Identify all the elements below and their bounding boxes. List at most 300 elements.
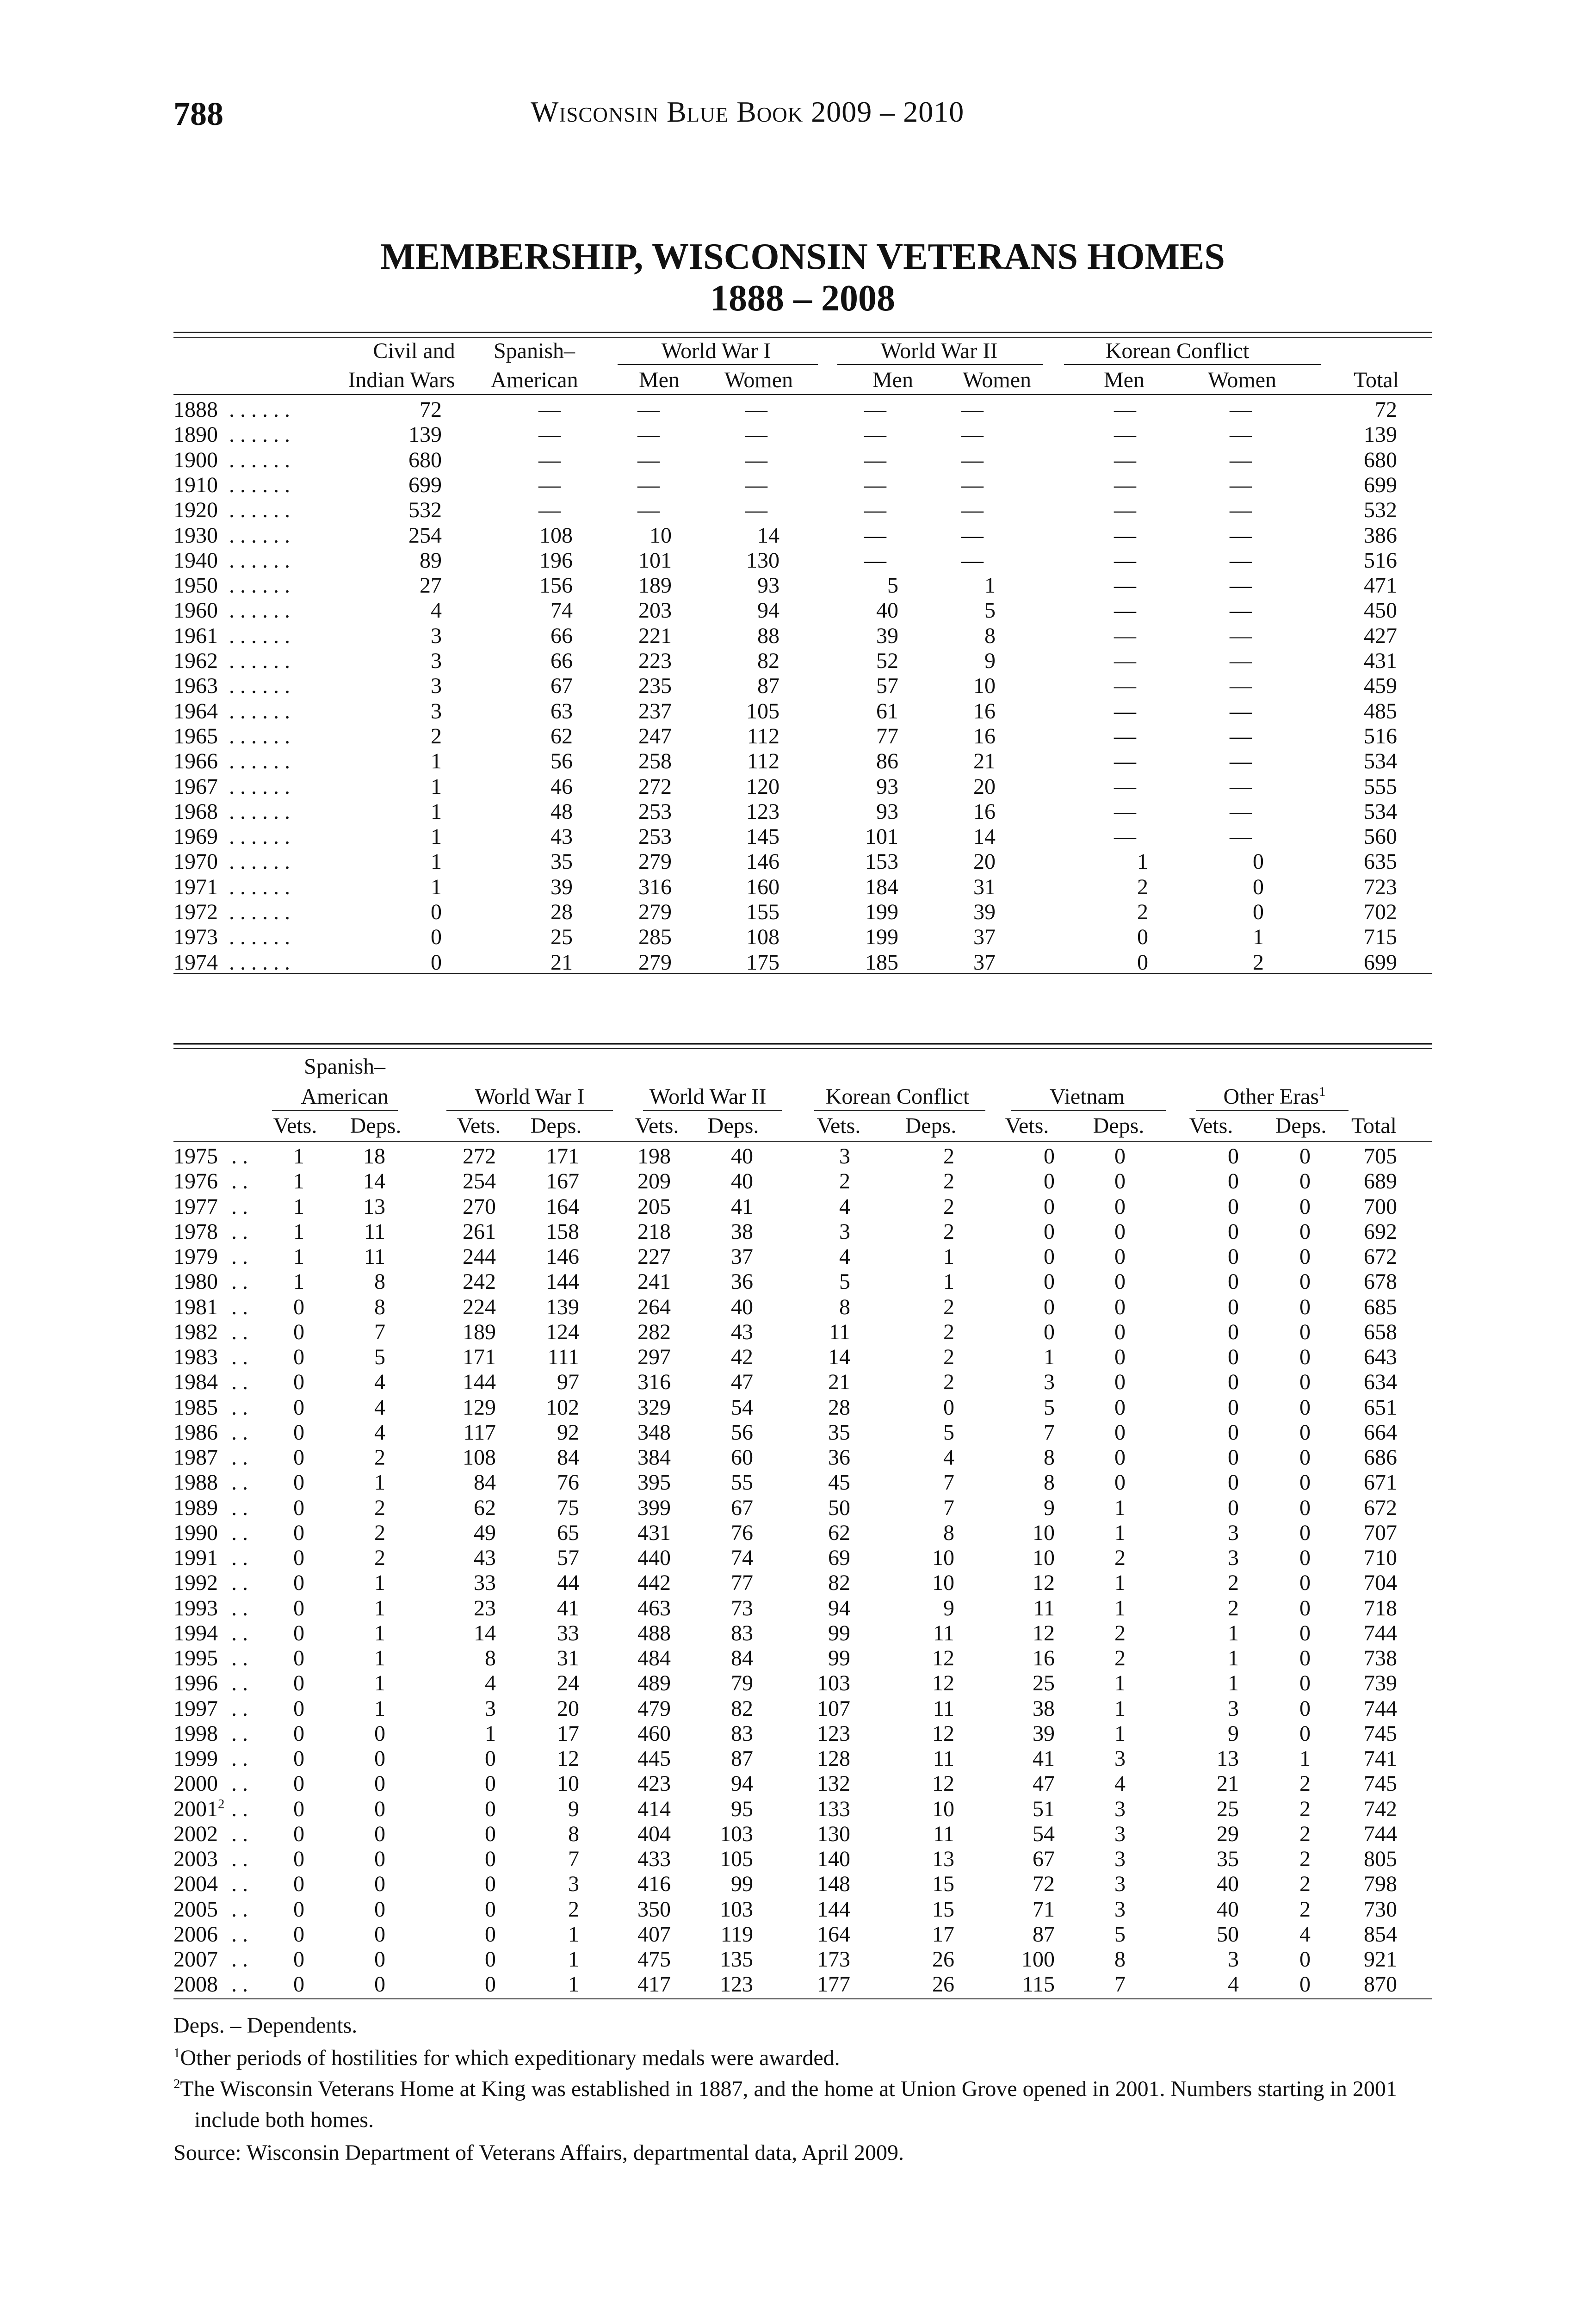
table-cell: 0 xyxy=(1228,1395,1239,1420)
table-cell: 0 xyxy=(1299,1345,1311,1369)
table-cell: 0 xyxy=(1253,900,1264,924)
table-cell: 237 xyxy=(638,699,672,724)
table-cell: 87 xyxy=(757,674,779,699)
table-cell: 93 xyxy=(876,799,898,824)
table1-header-rule xyxy=(173,394,1432,395)
table2-group-header xyxy=(1159,1086,1390,1108)
table-cell: — xyxy=(1230,422,1252,447)
table-cell: 0 xyxy=(1299,1445,1311,1470)
row-year: 1969 xyxy=(173,824,218,849)
table-cell: 4 xyxy=(1114,1771,1126,1796)
table-cell: 145 xyxy=(746,824,779,849)
table-cell: 672 xyxy=(1364,1495,1397,1520)
year-text: 1985 xyxy=(173,1395,218,1420)
table-cell: 672 xyxy=(1364,1244,1397,1269)
table-cell: 16 xyxy=(973,724,996,748)
table-cell: — xyxy=(1114,498,1136,523)
table-cell: 386 xyxy=(1364,523,1397,548)
row-year: 1888 xyxy=(173,397,218,422)
table-cell: — xyxy=(1230,472,1252,497)
table-cell: — xyxy=(1114,573,1136,598)
table-cell: 261 xyxy=(463,1219,496,1244)
table-cell: 67 xyxy=(1033,1847,1055,1871)
table-cell: 40 xyxy=(876,598,898,623)
table1-col-header: Men xyxy=(872,368,913,392)
table-cell: 57 xyxy=(557,1546,579,1570)
table-cell: — xyxy=(961,447,984,472)
table-cell: 39 xyxy=(876,623,898,648)
table-cell: 744 xyxy=(1364,1620,1397,1645)
table-cell: 1 xyxy=(984,573,996,598)
table-cell: 715 xyxy=(1364,925,1397,950)
table-cell: 3 xyxy=(1228,1696,1239,1721)
table2-top-rule-inner xyxy=(173,1048,1432,1049)
page-number: 788 xyxy=(173,95,223,132)
table2-group-underline xyxy=(1011,1110,1166,1111)
table-cell: 254 xyxy=(408,523,442,548)
year-text: 1988 xyxy=(173,1470,218,1495)
table-cell: 279 xyxy=(638,849,672,874)
table-cell: — xyxy=(1114,472,1136,497)
table-cell: 532 xyxy=(1364,498,1397,523)
table-cell: 139 xyxy=(408,422,442,447)
leader-dots: . . xyxy=(231,1748,248,1770)
table-cell: 74 xyxy=(731,1546,753,1570)
table-cell: 0 xyxy=(1137,925,1148,950)
table-cell: 0 xyxy=(1114,1219,1126,1244)
table-cell: 12 xyxy=(932,1671,954,1696)
table-cell: 39 xyxy=(973,900,996,924)
table-cell: 164 xyxy=(817,1922,850,1947)
table-cell: 51 xyxy=(1033,1796,1055,1821)
leader-dots: . . xyxy=(231,1898,248,1921)
table-cell: 285 xyxy=(638,925,672,950)
row-year: 1972 xyxy=(173,900,218,924)
leader-dots: . . xyxy=(231,1722,248,1745)
row-year xyxy=(173,1572,218,1594)
table-cell: 2 xyxy=(839,1169,850,1194)
table-cell: 0 xyxy=(1228,1445,1239,1470)
table-cell: 41 xyxy=(557,1596,579,1620)
table-cell: 0 xyxy=(374,1872,385,1897)
table-cell: 0 xyxy=(1228,1345,1239,1369)
table-cell: 3 xyxy=(568,1872,579,1897)
table-cell: 79 xyxy=(731,1671,753,1696)
leader-dots: . . xyxy=(231,1145,248,1168)
table-cell: 135 xyxy=(720,1947,753,1972)
leader-dots: . . . . . . xyxy=(229,675,290,698)
table-cell: 350 xyxy=(637,1897,671,1922)
table-cell: 744 xyxy=(1364,1696,1397,1721)
table-cell: 3 xyxy=(431,623,442,648)
table-cell: 445 xyxy=(637,1746,671,1771)
year-text: 1978 xyxy=(173,1219,218,1244)
table-cell: 692 xyxy=(1364,1219,1397,1244)
table-cell: 798 xyxy=(1364,1872,1397,1897)
table-cell: 160 xyxy=(746,874,779,899)
table-cell: 0 xyxy=(1299,1244,1311,1269)
table-cell: 4 xyxy=(1299,1922,1311,1947)
leader-dots: . . xyxy=(231,1396,248,1419)
vets-header: Vets. xyxy=(817,1113,861,1138)
table-cell: 0 xyxy=(1114,1244,1126,1269)
table-cell: 2 xyxy=(374,1445,385,1470)
row-year xyxy=(173,1923,218,1946)
table-cell: 8 xyxy=(839,1294,850,1319)
table-cell: 0 xyxy=(293,1596,304,1620)
year-text: 1999 xyxy=(173,1746,218,1771)
vets-header: Vets. xyxy=(1189,1113,1233,1138)
leader-dots: . . . . . . xyxy=(229,725,290,748)
table-cell: 11 xyxy=(933,1620,954,1645)
table-cell: 57 xyxy=(876,674,898,699)
table-cell: 1 xyxy=(568,1972,579,1997)
table-cell: 83 xyxy=(731,1721,753,1746)
year-text: 1979 xyxy=(173,1244,218,1269)
table1-col-header: Women xyxy=(962,368,1032,392)
table-cell: 534 xyxy=(1364,749,1397,774)
table-cell: 1 xyxy=(568,1947,579,1972)
leader-dots: . . xyxy=(231,1246,248,1268)
table-cell: 738 xyxy=(1364,1646,1397,1670)
table-cell: 416 xyxy=(637,1872,671,1897)
row-year xyxy=(173,1321,218,1343)
note-source: Source: Wisconsin Department of Veterans Affairs, departmental data, April 2009. xyxy=(173,2140,904,2165)
table-cell: — xyxy=(1230,774,1252,799)
table-cell: 7 xyxy=(568,1847,579,1871)
table-cell: 108 xyxy=(746,925,779,950)
table-cell: 203 xyxy=(638,598,672,623)
table-cell: 9 xyxy=(943,1596,954,1620)
table-cell: 671 xyxy=(1364,1470,1397,1495)
table-cell: — xyxy=(745,498,767,523)
table1-group-underline xyxy=(837,364,1043,365)
table-cell: 741 xyxy=(1364,1746,1397,1771)
table-cell: — xyxy=(1114,623,1136,648)
table-cell: 42 xyxy=(731,1345,753,1369)
table-cell: 221 xyxy=(638,623,672,648)
table-cell: 21 xyxy=(551,950,573,975)
table-cell: 532 xyxy=(408,498,442,523)
table-cell: 651 xyxy=(1364,1395,1397,1420)
table-cell: 167 xyxy=(546,1169,579,1194)
table-cell: 43 xyxy=(551,824,573,849)
table-cell: — xyxy=(1230,749,1252,774)
table-cell: — xyxy=(961,548,984,573)
table-cell: 0 xyxy=(485,1947,496,1972)
table-cell: 72 xyxy=(1033,1872,1055,1897)
table-cell: 8 xyxy=(1114,1947,1126,1972)
table-cell: 0 xyxy=(1228,1294,1239,1319)
table-cell: 297 xyxy=(637,1345,671,1369)
row-year xyxy=(173,1823,218,1845)
table-cell: 431 xyxy=(637,1520,671,1545)
leader-dots: . . . . . . xyxy=(229,951,290,974)
table-cell: 8 xyxy=(984,623,996,648)
table-cell: 205 xyxy=(637,1194,671,1219)
table-cell: 0 xyxy=(1299,1269,1311,1294)
row-year xyxy=(173,1196,218,1218)
year-text: 1995 xyxy=(173,1646,218,1670)
row-year: 1950 xyxy=(173,573,218,598)
year-text: 1981 xyxy=(173,1294,218,1319)
table-cell: 0 xyxy=(1299,1144,1311,1169)
table-cell: 0 xyxy=(1228,1420,1239,1445)
table-cell: 39 xyxy=(1033,1721,1055,1746)
table-cell: 50 xyxy=(1217,1922,1239,1947)
year-text: 2004 xyxy=(173,1872,218,1897)
table-cell: — xyxy=(745,422,767,447)
table-cell: 84 xyxy=(474,1470,496,1495)
table-cell: — xyxy=(1114,447,1136,472)
table-cell: 84 xyxy=(731,1646,753,1670)
table-cell: 123 xyxy=(746,799,779,824)
table-cell: 12 xyxy=(932,1721,954,1746)
year-text: 1998 xyxy=(173,1721,218,1746)
table-cell: 107 xyxy=(817,1696,850,1721)
deps-header: Deps. xyxy=(350,1113,402,1138)
table-cell: 0 xyxy=(1114,1169,1126,1194)
year-text: 2003 xyxy=(173,1847,218,1871)
table-cell: 264 xyxy=(637,1294,671,1319)
table-cell: 38 xyxy=(731,1219,753,1244)
table-cell: 0 xyxy=(485,1746,496,1771)
table-cell: 71 xyxy=(1033,1897,1055,1922)
year-text: 1997 xyxy=(173,1696,218,1721)
table-cell: 189 xyxy=(463,1319,496,1344)
row-year xyxy=(173,1748,218,1770)
table-cell: 44 xyxy=(557,1571,579,1596)
table-cell: 119 xyxy=(720,1922,753,1947)
table-cell: — xyxy=(1114,397,1136,422)
table-cell: 37 xyxy=(973,925,996,950)
table-cell: 348 xyxy=(637,1420,671,1445)
leader-dots: . . . . . . xyxy=(229,549,290,572)
leader-dots: . . . . . . xyxy=(229,499,290,522)
table-cell: 0 xyxy=(293,1294,304,1319)
table-cell: 0 xyxy=(374,1897,385,1922)
table-cell: 4 xyxy=(839,1194,850,1219)
year-text: 2002 xyxy=(173,1821,218,1846)
table-cell: 105 xyxy=(720,1847,753,1871)
row-year xyxy=(173,1271,218,1293)
table-cell: 40 xyxy=(731,1144,753,1169)
table-cell: 14 xyxy=(828,1345,850,1369)
table-cell: — xyxy=(1230,598,1252,623)
deps-header: Deps. xyxy=(707,1113,759,1138)
table-cell: 689 xyxy=(1364,1169,1397,1194)
table-cell: 8 xyxy=(374,1269,385,1294)
table-cell: 0 xyxy=(485,1897,496,1922)
table-cell: 12 xyxy=(932,1646,954,1670)
table-cell: 742 xyxy=(1364,1796,1397,1821)
leader-dots: . . xyxy=(231,1622,248,1645)
leader-dots: . . xyxy=(231,1170,248,1193)
table-cell: 460 xyxy=(637,1721,671,1746)
table-cell: 0 xyxy=(293,1897,304,1922)
table-cell: 62 xyxy=(474,1495,496,1520)
row-year xyxy=(173,1170,218,1193)
table-cell: 63 xyxy=(551,699,573,724)
table-cell: — xyxy=(745,472,767,497)
table-cell: 2 xyxy=(943,1294,954,1319)
table-cell: 43 xyxy=(474,1546,496,1570)
table-cell: 279 xyxy=(638,900,672,924)
leader-dots: . . xyxy=(231,1572,248,1595)
table-cell: 459 xyxy=(1364,674,1397,699)
table-cell: 0 xyxy=(1299,1294,1311,1319)
table-cell: 0 xyxy=(293,1420,304,1445)
table-cell: 0 xyxy=(1228,1244,1239,1269)
table-cell: 185 xyxy=(865,950,898,975)
table-cell: 76 xyxy=(557,1470,579,1495)
table-cell: 35 xyxy=(1217,1847,1239,1871)
row-year xyxy=(173,1597,218,1620)
table-cell: 47 xyxy=(1033,1771,1055,1796)
table-cell: 20 xyxy=(973,849,996,874)
table-cell: 395 xyxy=(637,1470,671,1495)
table-cell: 870 xyxy=(1364,1972,1397,1997)
table-cell: 4 xyxy=(1228,1972,1239,1997)
table-cell: 658 xyxy=(1364,1319,1397,1344)
table-cell: 40 xyxy=(731,1294,753,1319)
table-cell: 2 xyxy=(568,1897,579,1922)
table-cell: 686 xyxy=(1364,1445,1397,1470)
table-cell: 0 xyxy=(1044,1194,1055,1219)
table-cell: 2 xyxy=(374,1546,385,1570)
table-cell: 3 xyxy=(1228,1546,1239,1570)
table-cell: 399 xyxy=(637,1495,671,1520)
table-cell: 0 xyxy=(293,1746,304,1771)
table-cell: 1 xyxy=(431,799,442,824)
table-cell: 699 xyxy=(1364,950,1397,975)
table-cell: 9 xyxy=(568,1796,579,1821)
table-cell: 0 xyxy=(293,1696,304,1721)
row-year xyxy=(173,1472,218,1494)
table-cell: 82 xyxy=(828,1571,850,1596)
table-cell: 0 xyxy=(293,1947,304,1972)
table-cell: — xyxy=(1230,623,1252,648)
table-cell: 0 xyxy=(431,925,442,950)
table-cell: 3 xyxy=(839,1144,850,1169)
table-cell: — xyxy=(1230,573,1252,598)
table-cell: — xyxy=(864,397,886,422)
table-cell: 489 xyxy=(637,1671,671,1696)
table-cell: 2 xyxy=(1114,1646,1126,1670)
table-cell: 31 xyxy=(557,1646,579,1670)
table-cell: 133 xyxy=(817,1796,850,1821)
table-cell: 9 xyxy=(1044,1495,1055,1520)
table-cell: 223 xyxy=(638,649,672,673)
table2-group-underline xyxy=(643,1110,782,1111)
row-year: 1966 xyxy=(173,749,218,774)
table-cell: 83 xyxy=(731,1620,753,1645)
table-cell: 82 xyxy=(757,649,779,673)
table-cell: — xyxy=(961,472,984,497)
table-cell: 0 xyxy=(1114,1294,1126,1319)
table-cell: 29 xyxy=(1217,1821,1239,1846)
table-cell: 680 xyxy=(408,447,442,472)
table-cell: — xyxy=(1230,649,1252,673)
table-cell: 2 xyxy=(1137,900,1148,924)
table-cell: 2 xyxy=(943,1169,954,1194)
table-cell: 0 xyxy=(1228,1169,1239,1194)
table-cell: 25 xyxy=(1033,1671,1055,1696)
leader-dots: . . . . . . xyxy=(229,625,290,647)
table2-header-top: Spanish– xyxy=(303,1054,385,1079)
table-cell: 272 xyxy=(638,774,672,799)
table-cell: 3 xyxy=(485,1696,496,1721)
leader-dots: . . . . . . xyxy=(229,399,290,421)
table-cell: 1 xyxy=(293,1144,304,1169)
table-cell: 40 xyxy=(1217,1872,1239,1897)
table-cell: 12 xyxy=(1033,1620,1055,1645)
row-year xyxy=(173,1848,218,1870)
table-cell: 2 xyxy=(1299,1847,1311,1871)
leader-dots: . . xyxy=(231,1271,248,1293)
table-cell: — xyxy=(1114,774,1136,799)
table-cell: 0 xyxy=(431,900,442,924)
leader-dots: . . . . . . xyxy=(229,575,290,597)
table-cell: 89 xyxy=(420,548,442,573)
table-cell: 4 xyxy=(374,1420,385,1445)
table-cell: 739 xyxy=(1364,1671,1397,1696)
table-title: MEMBERSHIP, WISCONSIN VETERANS HOMES xyxy=(380,236,1225,277)
table-cell: 177 xyxy=(817,1972,850,1997)
table-cell: — xyxy=(1114,824,1136,849)
table-cell: 0 xyxy=(293,1495,304,1520)
table-cell: 316 xyxy=(637,1370,671,1395)
table-cell: — xyxy=(1114,749,1136,774)
table-cell: 0 xyxy=(1228,1495,1239,1520)
table-cell: — xyxy=(961,498,984,523)
table-cell: 55 xyxy=(731,1470,753,1495)
note-1-text: Other periods of hostilities for which expeditionary medals were awarded. xyxy=(180,2046,840,2070)
table-cell: 1 xyxy=(293,1269,304,1294)
table-cell: 224 xyxy=(463,1294,496,1319)
leader-dots: . . xyxy=(231,1647,248,1670)
row-year: 1920 xyxy=(173,498,218,523)
leader-dots: . . . . . . xyxy=(229,474,290,496)
table-cell: 33 xyxy=(474,1571,496,1596)
table-cell: 94 xyxy=(731,1771,753,1796)
table-cell: 0 xyxy=(374,1796,385,1821)
table-cell: 2 xyxy=(1137,874,1148,899)
table-cell: 76 xyxy=(731,1520,753,1545)
table-cell: 0 xyxy=(293,1620,304,1645)
table-cell: 36 xyxy=(828,1445,850,1470)
table-cell: 62 xyxy=(828,1520,850,1545)
table-cell: 247 xyxy=(638,724,672,748)
table-cell: 75 xyxy=(557,1495,579,1520)
table-cell: 417 xyxy=(637,1972,671,1997)
table-cell: 3 xyxy=(1228,1947,1239,1972)
table-cell: 0 xyxy=(1299,1721,1311,1746)
leader-dots: . . xyxy=(231,1848,248,1870)
table-cell: 1 xyxy=(431,774,442,799)
table-cell: 4 xyxy=(374,1395,385,1420)
table-cell: 100 xyxy=(1021,1947,1055,1972)
table-cell: 56 xyxy=(551,749,573,774)
table-cell: 0 xyxy=(485,1771,496,1796)
table-cell: 72 xyxy=(420,397,442,422)
table-cell: 1 xyxy=(943,1244,954,1269)
row-year: 1974 xyxy=(173,950,218,975)
leader-dots: . . xyxy=(231,1697,248,1720)
table-cell: 0 xyxy=(1137,950,1148,975)
table-cell: 0 xyxy=(485,1972,496,1997)
table-cell: 49 xyxy=(474,1520,496,1545)
